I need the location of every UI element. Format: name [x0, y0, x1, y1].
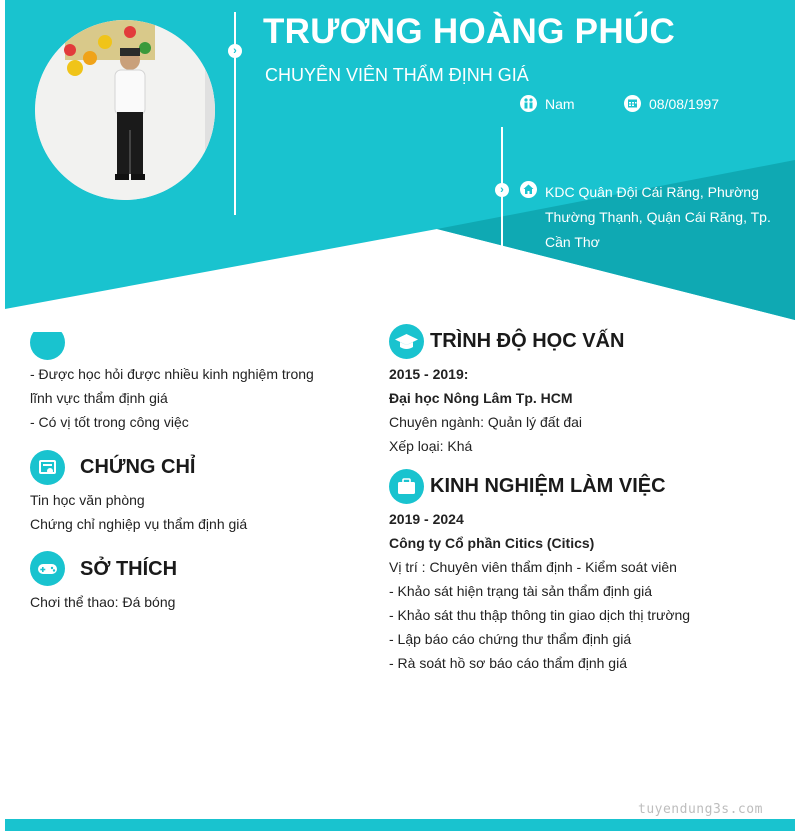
gender-icon — [520, 95, 537, 112]
experience-title: KINH NGHIỆM LÀM VIỆC — [430, 475, 666, 497]
experience-item: - Khảo sát thu thập thông tin giao dịch thị trường — [389, 607, 691, 623]
goals-title-clip — [30, 318, 340, 332]
goal-line: - Được học hỏi được nhiều kinh nghiệm trong — [30, 366, 314, 382]
header-divider-left — [234, 12, 236, 215]
goal-line: lĩnh vực thẩm định giá — [30, 390, 168, 406]
experience-item: - Lập báo cáo chứng thư thẩm định giá — [389, 631, 632, 647]
chevron-right-icon: › — [228, 44, 242, 58]
certificate-item: Chứng chỉ nghiệp vụ thẩm định giá — [30, 516, 248, 532]
education-rank: Xếp loại: Khá — [389, 438, 473, 454]
certificate-item: Tin học văn phòng — [30, 492, 145, 508]
home-icon — [520, 181, 537, 198]
experience-company: Công ty Cổ phần Citics (Citics) — [389, 535, 595, 551]
chevron-right-icon: › — [495, 183, 509, 197]
education-title: TRÌNH ĐỘ HỌC VẤN — [430, 330, 625, 352]
education-major: Chuyên ngành: Quản lý đất đai — [389, 414, 583, 430]
calendar-icon — [624, 95, 641, 112]
experience-item: Vị trí : Chuyên viên thẩm định - Kiểm soát viên — [389, 559, 677, 575]
goal-line: - Có vị tốt trong công việc — [30, 414, 189, 430]
person-name: TRƯƠNG HOÀNG PHÚC — [263, 12, 676, 51]
job-title: CHUYÊN VIÊN THẨM ĐỊNH GIÁ — [265, 65, 529, 85]
gender-value: Nam — [545, 96, 575, 112]
birthday-value: 08/08/1997 — [649, 96, 720, 112]
gamepad-icon — [30, 551, 65, 586]
certificates-title: CHỨNG CHỈ — [80, 456, 196, 478]
experience-item: - Rà soát hồ sơ báo cáo thẩm định giá — [389, 655, 627, 671]
watermark: tuyendung3s.com — [638, 802, 763, 817]
certificate-icon — [30, 450, 65, 485]
address-value: KDC Quân Đội Cái Răng, Phường Thường Thạnh, Quận Cái Răng, Tp. Cần Thơ — [545, 184, 771, 250]
footer-bar — [5, 819, 795, 831]
education-school: Đại học Nông Lâm Tp. HCM — [389, 390, 573, 406]
graduation-cap-icon — [389, 324, 424, 359]
experience-item: - Khảo sát hiện trạng tài sản thẩm định giá — [389, 583, 653, 599]
hobby-item: Chơi thể thao: Đá bóng — [30, 594, 176, 610]
person-photo — [35, 20, 215, 200]
education-period: 2015 - 2019: — [389, 366, 469, 382]
hobbies-title: SỞ THÍCH — [80, 558, 178, 580]
briefcase-icon — [389, 469, 424, 504]
experience-period: 2019 - 2024 — [389, 511, 464, 527]
avatar — [35, 20, 215, 200]
